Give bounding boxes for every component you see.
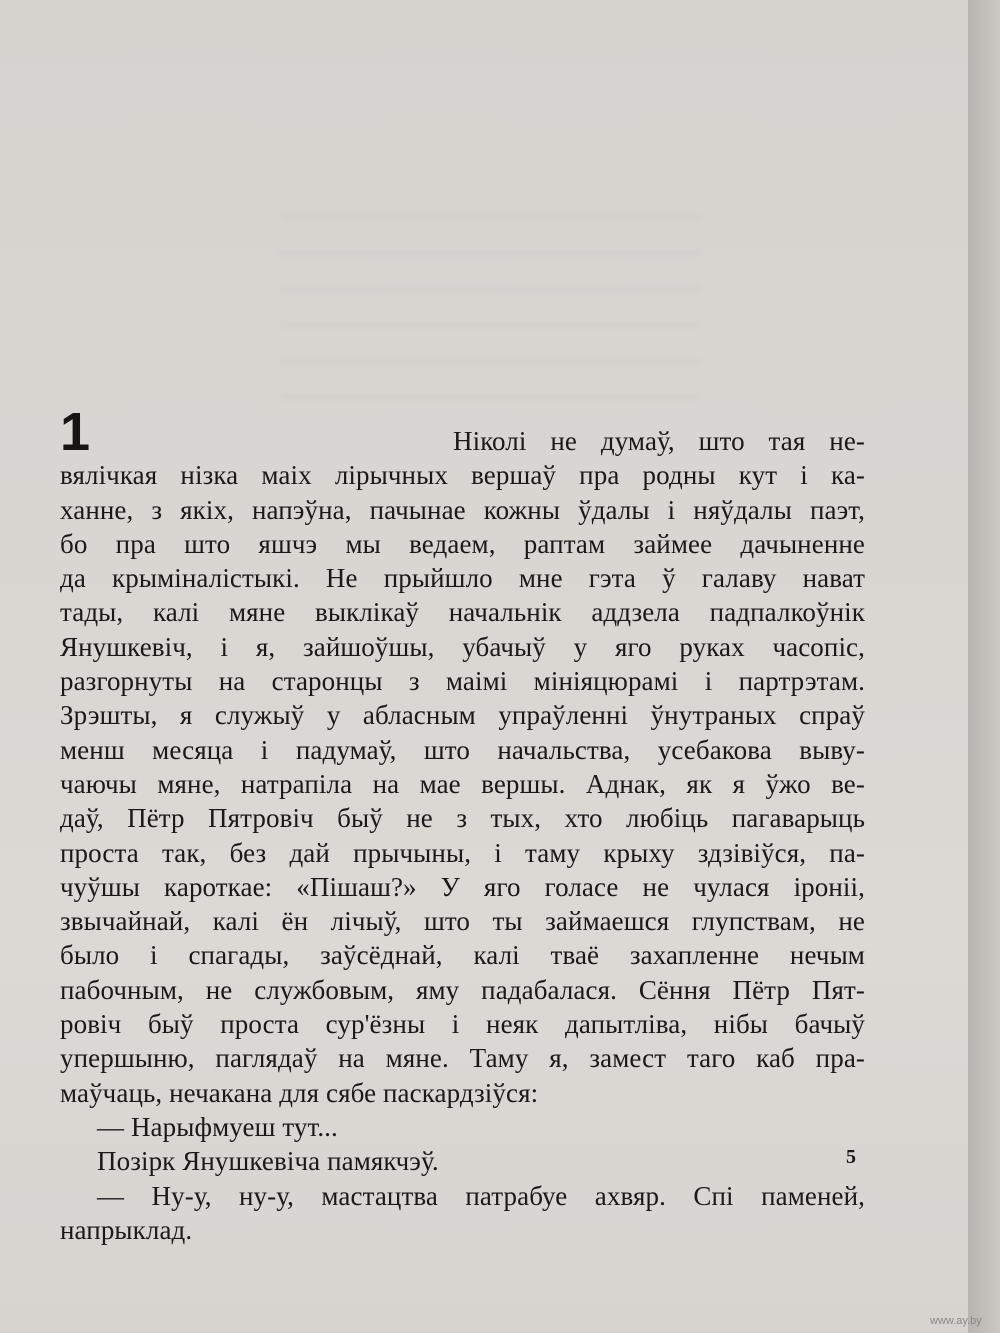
body-text xyxy=(60,424,865,1247)
text-line: упершыню, паглядаў на мяне. Таму я, замест таго каб пра- xyxy=(60,1043,865,1074)
text-line: ханне, з якіх, напэўна, пачынае кожны ўдалы і няўдалы паэт, xyxy=(60,494,865,525)
text-line: чаючы мяне, натрапіла на мае вершы. Аднак, як я ўжо ве- xyxy=(60,768,865,799)
text-line: даў, Пётр Пятровіч быў не з тых, хто любіць пагаварыць xyxy=(60,803,865,834)
text-line: Позірк Янушкевіча памякчэў. xyxy=(97,1146,439,1177)
chapter-number: 1 xyxy=(60,402,91,462)
text-line: Зрэшты, я служыў у абласным упраўленні ўнутраных спраў xyxy=(60,700,865,731)
text-line: вялічкая нізка маіх лірычных вершаў пра родны кут і ка- xyxy=(60,460,865,491)
text-line: Янушкевіч, і я, зайшоўшы, убачыў у яго руках часопіс, xyxy=(60,631,865,662)
page-edge xyxy=(968,0,1000,1333)
text-line: разгорнуты на старонцы з маімі мініяцюрамі і партрэтам. xyxy=(60,666,865,697)
dialogue-line: — Ну-у, ну-у, мастацтва патрабуе ахвяр. Спі паменей, xyxy=(97,1180,865,1211)
text-line: маўчаць, нечакана для сябе паскардзіўся: xyxy=(60,1077,539,1108)
text-line: чуўшы кароткае: «Пішаш?» У яго голасе не чулася іроніі, xyxy=(60,871,865,902)
dialogue-line: — Нарыфмуеш тут... xyxy=(97,1111,338,1142)
text-line: ровіч быў проста сур'ёзны і неяк дапытліва, нібы бачыў xyxy=(60,1009,865,1040)
page-number: 5 xyxy=(846,1146,856,1168)
show-through-text xyxy=(280,190,700,410)
text-line: звычайнай, калі ён лічыў, што ты займаешся глупствам, не xyxy=(60,906,865,937)
watermark: www.ay.by xyxy=(930,1315,982,1327)
text-line: Ніколі не думаў, што тая не- xyxy=(453,426,865,456)
text-line: было і спагады, заўсёднай, калі тваё захапленне нечым xyxy=(60,940,865,971)
text-line: менш месяца і падумаў, што начальства, усебакова выву- xyxy=(60,734,865,765)
text-line: да крыміналістыкі. Не прыйшло мне гэта ў галаву нават xyxy=(60,563,865,594)
text-line: пабочным, не службовым, яму падабалася. Сёння Пётр Пят- xyxy=(60,974,865,1005)
text-line: бо пра што яшчэ мы ведаем, раптам займее дачыненне xyxy=(60,528,865,559)
text-line: проста так, без дай прычыны, і таму крыху здзівіўся, па- xyxy=(60,837,865,868)
text-line: напрыклад. xyxy=(60,1214,193,1245)
text-line: тады, калі мяне выклікаў начальнік аддзела падпалкоўнік xyxy=(60,597,865,628)
